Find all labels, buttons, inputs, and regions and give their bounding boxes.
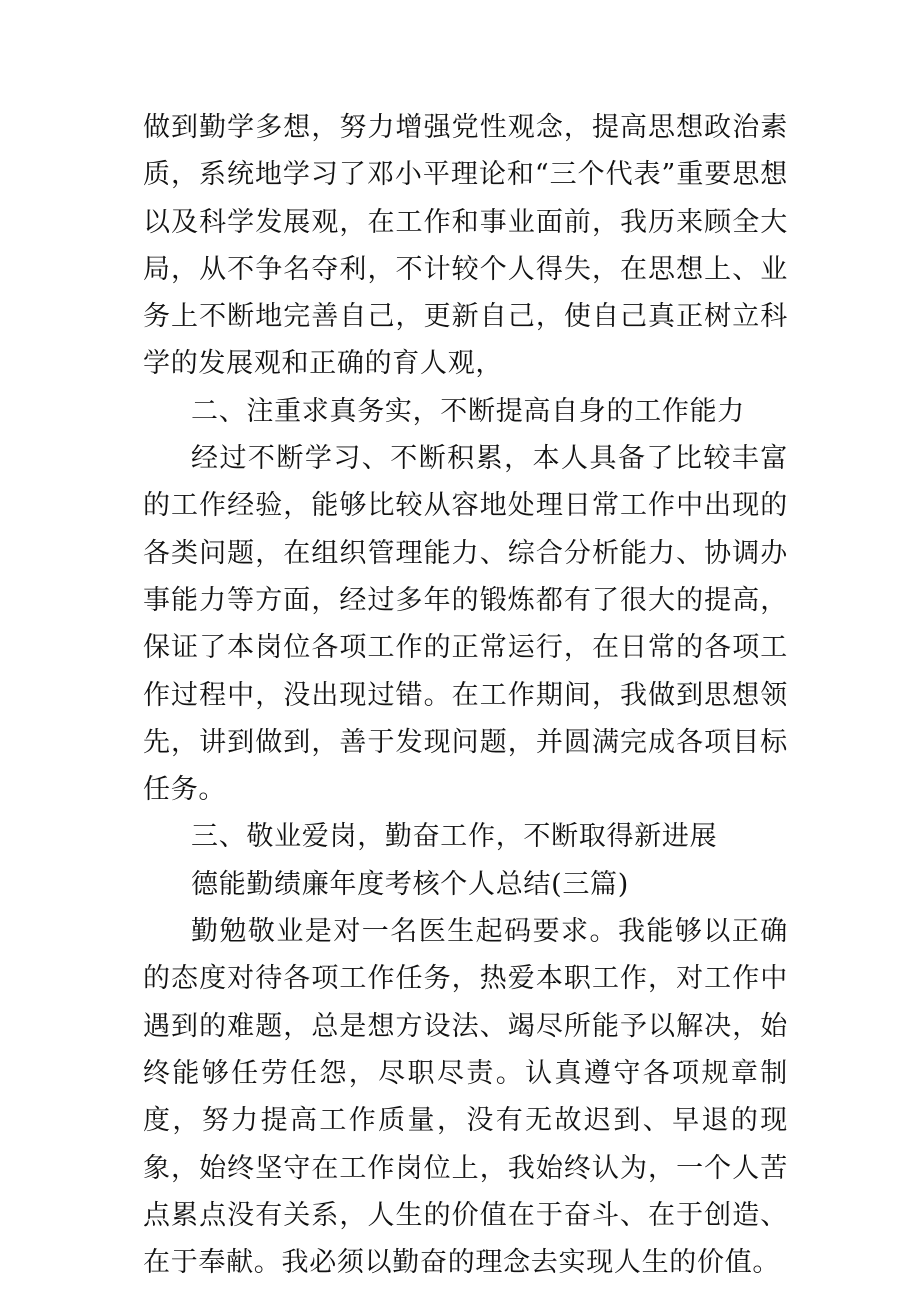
paragraph-dedication: 勤勉敬业是对一名医生起码要求。我能够以正确的态度对待各项工作任务，热爱本职工作，对工作中遇到的难题，总是想方设法、竭尽所能予以解决，始终能够任劳任怨，尽职尽责。认真遵守各项规章制度，努力提高工作质量，没有无故迟到、早退的现象，始终坚守在工作岗位上，我始终认为，一个人苦点累点没有关系，人生的价值在于奋斗、在于创造、在于奉献。我必须以勤奋的理念去实现人生的价值。	[143, 916, 788, 1279]
paragraph-work-ability: 经过不断学习、不断积累，本人具备了比较丰富的工作经验，能够比较从容地处理日常工作中出现的各类问题，在组织管理能力、综合分析能力、协调办事能力等方面，经过多年的锻炼都有了很大的提高，保证了本岗位各项工作的正常运行，在日常的各项工作过程中，没出现过错。在工作期间，我做到思想领先，讲到做到，善于发现问题，并圆满完成各项目标任务。	[143, 443, 788, 806]
section-heading-two: 二、注重求真务实，不断提高自身的工作能力	[191, 395, 745, 427]
document-body	[143, 104, 788, 1286]
document-subtitle: 德能勤绩廉年度考核个人总结(三篇)	[191, 868, 629, 900]
paragraph-continued: 做到勤学多想，努力增强党性观念，提高思想政治素质，系统地学习了邓小平理论和“三个代表”重要思想以及科学发展观，在工作和事业面前，我历来顾全大局，从不争名夺利，不计较个人得失，在思想上、业务上不断地完善自己，更新自己，使自己真正树立科学的发展观和正确的育人观，	[143, 112, 788, 380]
section-heading-three: 三、敬业爱岗，勤奋工作，不断取得新进展	[191, 821, 718, 853]
